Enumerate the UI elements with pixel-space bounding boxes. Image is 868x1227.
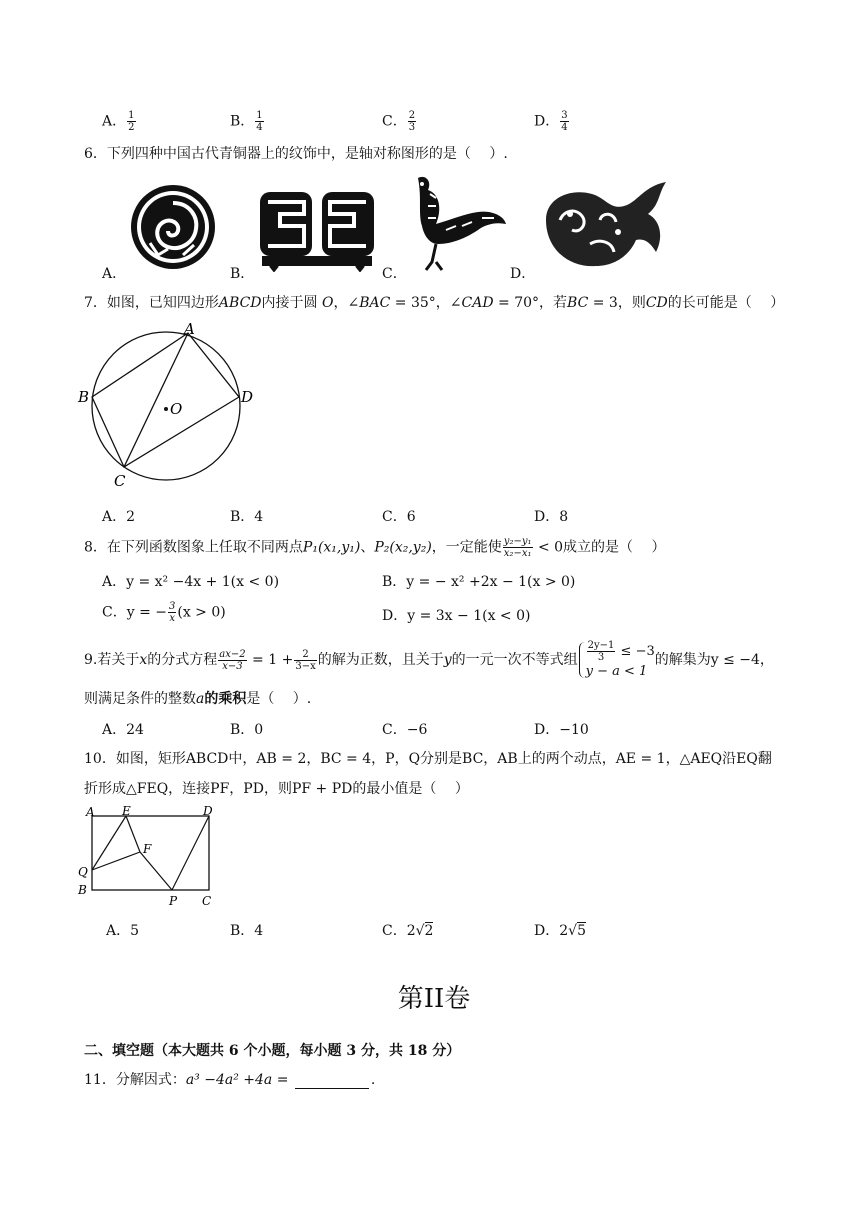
label-b: B: [78, 883, 87, 897]
inequality-system: [578, 640, 655, 680]
text-segment: 的解集为y ≤ −4，: [654, 652, 774, 668]
denominator: 3−x: [295, 660, 316, 672]
q6-option-c: C．: [382, 266, 407, 282]
fraction: [294, 649, 316, 672]
q7-option-a: A．2: [102, 509, 136, 525]
fraction: [255, 110, 263, 133]
denominator: 4: [256, 122, 263, 133]
emphasis-text: 的乘积: [204, 691, 247, 707]
line-fp: [140, 852, 172, 890]
option-label: A．: [102, 113, 127, 130]
label-q: Q: [78, 865, 88, 879]
bronze-pattern-bird-image: [406, 174, 510, 274]
denominator: x−3: [222, 660, 243, 672]
math-var: CAD: [461, 295, 494, 311]
text-segment: ≤ −3: [616, 644, 655, 659]
fraction: [503, 536, 533, 559]
text-segment: 的一元一次不等式组: [451, 652, 578, 668]
q6-option-a: A．: [102, 266, 127, 282]
q8-option-c: [102, 601, 226, 624]
numerator: 3: [561, 110, 568, 121]
text-segment: 8．在下列函数图象上任取不同两点: [84, 539, 303, 556]
sqrt-sign: √: [568, 923, 578, 939]
section-title: 第II卷: [397, 984, 471, 1014]
fraction: [218, 649, 246, 672]
math-var: a: [196, 691, 205, 707]
center-point: [164, 407, 168, 411]
numerator: 1: [256, 110, 263, 121]
bronze-pattern-symmetric-image: [258, 188, 376, 272]
q10-option-b: B．4: [230, 923, 264, 939]
line-ef: [126, 816, 140, 852]
math-var: P₂(x₂,y₂): [374, 539, 432, 556]
q9-option-b: B．0: [230, 722, 264, 738]
q8-option-b: B．y = − x² +2x − 1(x > 0): [382, 574, 576, 590]
numerator: 3: [168, 601, 176, 612]
math-var: x: [139, 652, 148, 668]
text-segment: 则满足条件的整数: [84, 691, 196, 707]
q11-question-text: [84, 1069, 375, 1089]
radicand: 2: [424, 923, 434, 939]
label-d: D: [241, 388, 254, 406]
label-c: C: [114, 472, 126, 490]
text-segment: 内接于圆: [261, 295, 322, 311]
q9-question-text: [84, 640, 774, 680]
denominator: 3: [408, 122, 416, 133]
numerator: 2: [408, 110, 416, 121]
section-heading: 二、填空题（本大题共 6 个小题，每小题 3 分，共 18 分）: [84, 1043, 461, 1059]
math-var: y: [443, 652, 452, 668]
text-segment: (x > 0): [177, 604, 226, 621]
text-segment: = 1 +: [247, 652, 294, 668]
numerator: 2y−1: [587, 640, 615, 651]
math-var: BC: [567, 295, 589, 311]
line-qf: [92, 852, 140, 870]
inequality-line-1: [586, 640, 655, 663]
text-segment: .: [370, 1072, 376, 1088]
q8-option-d: D．y = 3x − 1(x < 0): [382, 608, 531, 624]
denominator: 4: [561, 122, 568, 133]
q10-option-a: A．5: [106, 923, 140, 939]
label-o: O: [170, 400, 183, 418]
text-segment: 7．如图，已知四边形: [84, 295, 219, 311]
text-segment: C．2: [382, 923, 416, 939]
circle-o: [92, 332, 240, 480]
inequality-line-2: y − a < 1: [585, 664, 648, 679]
line-qe: [92, 816, 126, 870]
text-segment: 、: [360, 539, 375, 556]
q9-question-line2: [84, 688, 311, 708]
q10-option-d: [534, 920, 586, 940]
fraction: [168, 601, 176, 624]
q5-option-a: [102, 110, 137, 133]
q9-option-c: C．−6: [382, 722, 428, 738]
denominator: 2: [128, 122, 135, 133]
circle-quadrilateral-figure: [74, 320, 264, 490]
line-pd: [172, 816, 209, 890]
radicand: 5: [577, 923, 586, 939]
q6-question-text: 6．下列四种中国古代青铜器上的纹饰中，是轴对称图形的是（ ）.: [84, 146, 508, 162]
math-var: ABCD: [218, 295, 262, 311]
q5-option-b: [230, 110, 265, 133]
q8-option-a: A．y = x² −4x + 1(x < 0): [102, 574, 280, 590]
sqrt-sign: √: [415, 923, 425, 939]
bronze-pattern-circle-image: [128, 185, 218, 270]
label-d: D: [203, 804, 213, 818]
text-segment: 11．分解因式：: [84, 1072, 186, 1088]
label-e: E: [122, 804, 131, 818]
numerator: 1: [128, 110, 135, 121]
q9-option-a: A．24: [102, 722, 144, 738]
text-segment: 的长可能是（ ）: [667, 295, 785, 311]
denominator: x: [169, 613, 175, 624]
numerator: 2: [294, 649, 316, 661]
fraction: [408, 110, 416, 133]
q9-option-d: D．−10: [534, 722, 589, 738]
q5-option-d: [534, 110, 570, 133]
math-expression: a³ −4a² +4a =: [185, 1072, 293, 1088]
fraction: [560, 110, 568, 133]
text-segment: D．2: [534, 923, 569, 939]
q10-question-line2: 折形成△FEQ，连接PF，PD，则PF + PD的最小值是（ ）: [84, 781, 469, 797]
q10-option-c: [382, 920, 433, 940]
text-segment: 的解为正数，且关于: [317, 652, 444, 668]
q7-option-d: D．8: [534, 509, 569, 525]
label-a: A: [86, 805, 95, 819]
q5-option-c: [382, 110, 417, 133]
option-label: D．: [534, 113, 560, 130]
numerator: ax−2: [219, 648, 246, 660]
denominator: x₂−x₁: [503, 548, 532, 559]
label-c: C: [202, 894, 212, 908]
q6-option-d: D．: [510, 266, 536, 282]
math-var: CD: [645, 295, 668, 311]
q7-option-c: C．6: [382, 509, 416, 525]
bronze-pattern-dragon-image: [540, 180, 672, 272]
option-label: C．: [382, 113, 407, 130]
math-var: O: [321, 295, 334, 311]
q7-option-b: B．4: [230, 509, 264, 525]
text-segment: = 35°，∠: [390, 295, 462, 311]
q6-option-b: B．: [230, 266, 255, 282]
fraction: [587, 640, 616, 663]
denominator: 3: [597, 652, 605, 663]
text-segment: = 70°，若: [493, 295, 568, 311]
q10-question-line1: 10．如图，矩形ABCD中，AB = 2，BC = 4，P，Q分别是BC，AB上的两个动点，AE = 1，△AEQ沿EQ翻: [84, 751, 772, 767]
text-segment: = 3，则: [588, 295, 646, 311]
text-segment: 的分式方程: [147, 652, 218, 668]
rectangle-fold-figure: [76, 804, 226, 908]
text-segment: 9.若关于: [84, 652, 140, 668]
text-segment: ，一定能使: [431, 539, 502, 556]
numerator: y₂−y₁: [503, 536, 532, 547]
text-segment: 是（ ）.: [246, 691, 312, 707]
fraction: [127, 110, 135, 133]
math-var: P₁(x₁,y₁): [302, 539, 361, 556]
q8-question-text: [84, 536, 666, 559]
answer-blank[interactable]: [295, 1074, 369, 1089]
label-b: B: [78, 388, 90, 406]
label-p: P: [169, 894, 178, 908]
text-segment: C．y = −: [102, 604, 167, 621]
text-segment: < 0成立的是（ ）: [533, 539, 666, 556]
label-a: A: [184, 320, 195, 338]
text-segment: ，∠: [333, 295, 360, 311]
q7-question-text: [84, 292, 784, 312]
option-label: B．: [230, 113, 255, 130]
label-f: F: [143, 842, 152, 856]
math-var: BAC: [359, 295, 391, 311]
